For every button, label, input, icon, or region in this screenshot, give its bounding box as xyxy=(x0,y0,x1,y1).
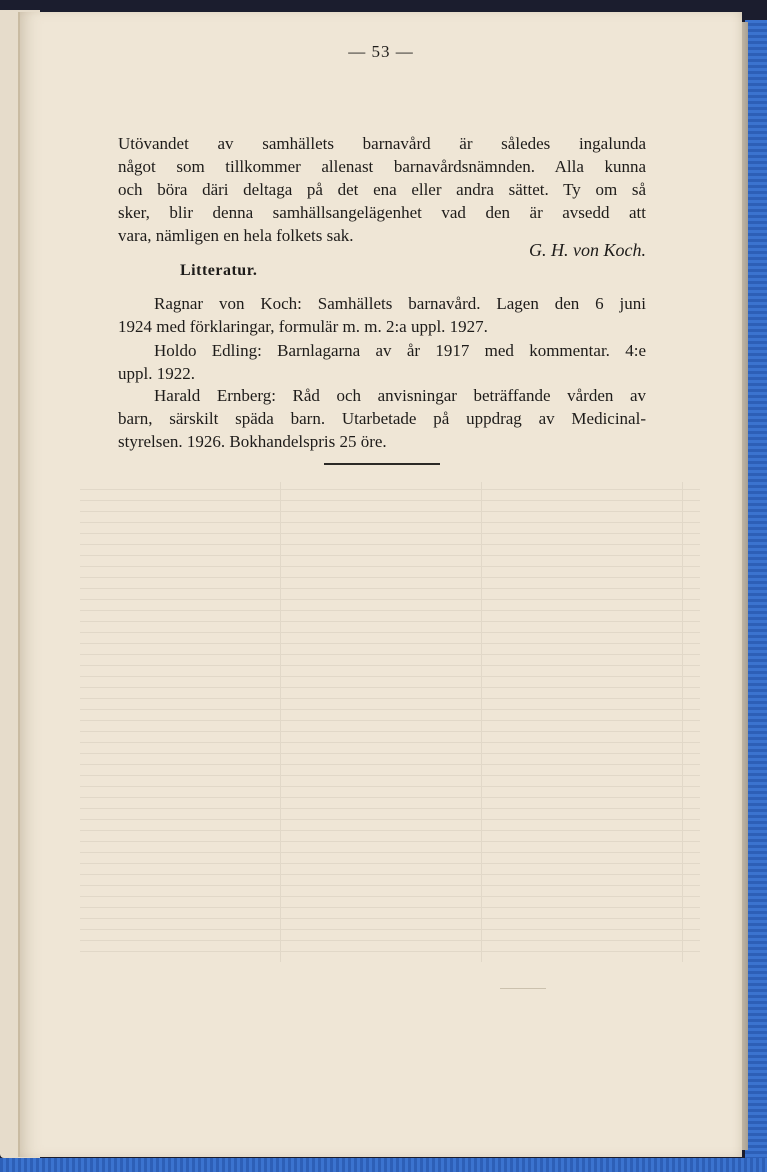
reference-line: Harald Ernberg: Råd och anvisningar beträffande vården av xyxy=(154,386,646,405)
section-heading: Litteratur. xyxy=(180,262,258,279)
closing-paragraph xyxy=(118,132,646,247)
reference-line: styrelsen. 1926. Bokhandelspris 25 öre. xyxy=(118,432,387,451)
section-divider xyxy=(324,463,440,465)
page-number: — 53 — xyxy=(348,42,414,61)
reference-3 xyxy=(118,384,646,453)
paragraph-line: vara, nämligen en hela folkets sak. xyxy=(118,226,354,245)
reference-line: Ragnar von Koch: Samhällets barnavård. Lagen den 6 juni xyxy=(154,294,646,313)
reference-line: 1924 med förklaringar, formulär m. m. 2:a uppl. 1927. xyxy=(118,317,488,336)
reference-line: Holdo Edling: Barnlagarna av år 1917 med kommentar. 4:e xyxy=(154,341,646,360)
bleed-through-dash xyxy=(500,988,546,989)
author-signature: G. H. von Koch. xyxy=(529,240,646,260)
reference-2 xyxy=(118,339,646,385)
reference-1 xyxy=(118,292,646,338)
reference-line: uppl. 1922. xyxy=(118,364,195,383)
paragraph-line: sker, blir denna samhällsangelägenhet vad den är avsedd att xyxy=(118,203,646,222)
paragraph-line: och böra däri deltaga på det ena eller andra sättet. Ty om så xyxy=(118,180,646,199)
paragraph-line: Utövandet av samhällets barnavård är således ingalunda xyxy=(118,134,646,153)
background-cloth-bottom xyxy=(0,1158,767,1172)
paragraph-line: något som tillkommer allenast barnavårdsnämnden. Alla kunna xyxy=(118,157,646,176)
background-cloth-right xyxy=(745,20,767,1160)
bleed-through-table xyxy=(80,482,700,962)
book-page xyxy=(18,12,742,1157)
reference-line: barn, särskilt späda barn. Utarbetade på uppdrag av Medicinal- xyxy=(118,409,646,428)
